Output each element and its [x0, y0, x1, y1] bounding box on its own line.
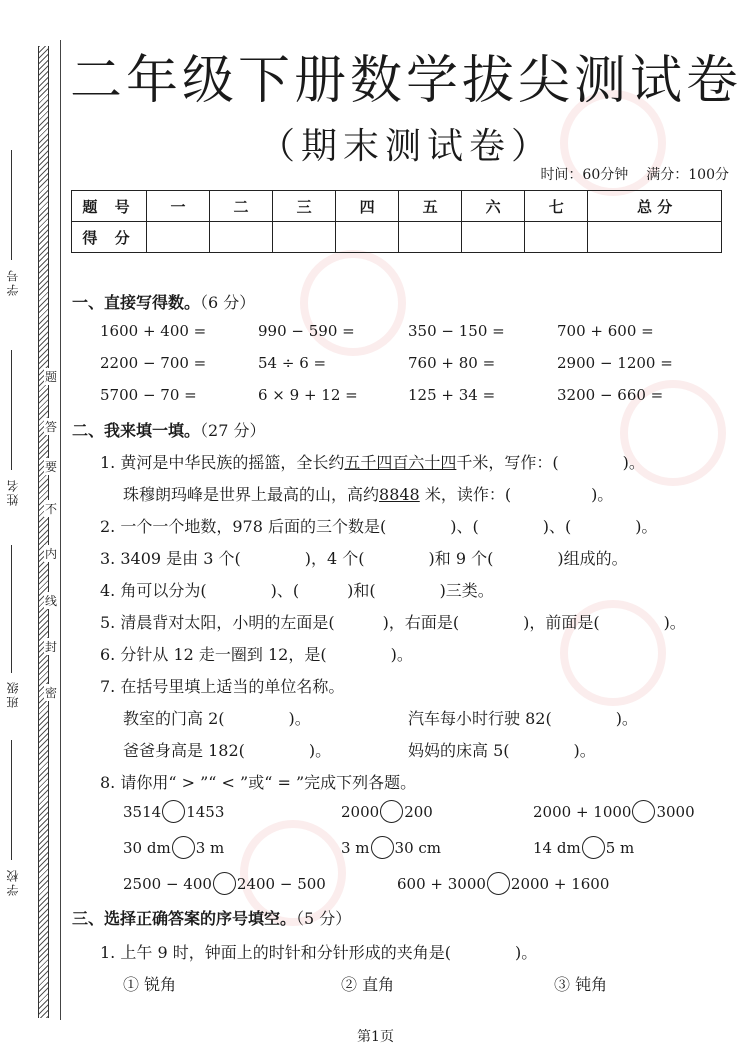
compare-right: 200: [404, 802, 433, 821]
question-2-4: 4. 角可以分为( )、( )和( )三类。: [100, 581, 494, 600]
question-2-3: 3. 3409 是由 3 个( )，4 个( )和 9 个( )组成的。: [100, 549, 628, 568]
table-cell: 总 分: [588, 191, 722, 222]
compare-item: [123, 836, 224, 859]
score-cell[interactable]: [336, 222, 399, 253]
name-label: 姓名: [6, 478, 20, 506]
exam-full-score: 满分：100分: [646, 167, 729, 183]
answer-circle[interactable]: [172, 836, 195, 859]
calc-item: 990 − 590 =: [258, 322, 355, 340]
question-2-1b: [123, 482, 613, 505]
section-points: （27 分）: [200, 421, 266, 440]
calc-item: 5700 − 70 =: [100, 386, 197, 404]
seal-char: 题: [44, 370, 57, 384]
binding-strip: [0, 0, 64, 1063]
seal-char: 线: [44, 594, 57, 608]
compare-left: 30 dm: [123, 838, 171, 857]
score-cell[interactable]: [525, 222, 588, 253]
question-2-2: 2. 一个一个地数，978 后面的三个数是( )、( )、( )。: [100, 517, 658, 536]
question-2-7b: 汽车每小时行驶 82( )。: [408, 709, 638, 728]
option-b[interactable]: ② 直角: [341, 975, 395, 994]
question-2-7d: 妈妈的床高 5( )。: [408, 741, 596, 760]
compare-left: 2000: [341, 802, 380, 821]
table-cell: 一: [147, 191, 210, 222]
score-cell[interactable]: [399, 222, 462, 253]
score-cell[interactable]: [462, 222, 525, 253]
score-cell[interactable]: [147, 222, 210, 253]
table-cell: 得 分: [72, 222, 147, 253]
answer-circle[interactable]: [582, 836, 605, 859]
watermark-logo: [300, 250, 406, 356]
seal-char: 内: [44, 547, 57, 561]
section-title: 二、我来填一填。: [72, 421, 201, 440]
compare-right: 3 m: [195, 838, 225, 857]
section-3-heading: [72, 906, 351, 929]
question-text: 米，读作：( )。: [419, 485, 614, 504]
answer-circle[interactable]: [213, 872, 236, 895]
binding-hatch: [38, 46, 49, 1018]
answer-circle[interactable]: [371, 836, 394, 859]
score-table: [71, 190, 722, 253]
table-cell: 六: [462, 191, 525, 222]
question-3-1: 1. 上午 9 时，钟面上的时针和分针形成的夹角是( )。: [100, 943, 538, 962]
option-a[interactable]: ① 锐角: [123, 975, 177, 994]
score-table-header-row: [72, 191, 722, 222]
answer-circle[interactable]: [162, 800, 185, 823]
answer-circle[interactable]: [380, 800, 403, 823]
table-cell: 题 号: [72, 191, 147, 222]
question-2-5: 5. 清晨背对太阳，小明的左面是( )，右面是( )，前面是( )。: [100, 613, 686, 632]
calc-item: 2900 − 1200 =: [557, 354, 673, 372]
seal-char: 密: [44, 686, 57, 700]
underlined-text: 8848: [379, 485, 420, 504]
compare-right: 3000: [656, 802, 695, 821]
option-c[interactable]: ③ 钝角: [554, 975, 608, 994]
calc-item: 3200 − 660 =: [557, 386, 664, 404]
question-2-7c: 爸爸身高是 182( )。: [123, 741, 332, 760]
calc-item: 760 + 80 =: [408, 354, 496, 372]
compare-item: [533, 836, 634, 859]
binding-line: [60, 40, 61, 1020]
calc-item: 1600 + 400 =: [100, 322, 207, 340]
table-cell: 五: [399, 191, 462, 222]
calc-item: 54 ÷ 6 =: [258, 354, 327, 372]
question-text: 珠穆朗玛峰是世界上最高的山，高约: [123, 485, 380, 504]
compare-right: 5 m: [605, 838, 635, 857]
compare-item: [123, 800, 224, 823]
class-blank[interactable]: [11, 545, 12, 673]
question-2-6: 6. 分针从 12 走一圈到 12，是( )。: [100, 645, 413, 664]
section-title: 一、直接写得数。: [72, 293, 201, 312]
compare-item: [533, 800, 695, 823]
school-blank[interactable]: [11, 740, 12, 860]
seal-char: 封: [44, 640, 57, 654]
question-text: 1. 黄河是中华民族的摇篮，全长约: [100, 453, 345, 472]
compare-left: 600 + 3000: [397, 874, 486, 893]
compare-right: 2000 + 1600: [510, 874, 610, 893]
compare-left: 14 dm: [533, 838, 581, 857]
table-cell: 七: [525, 191, 588, 222]
calc-item: 350 − 150 =: [408, 322, 505, 340]
page-subtitle: （期末测试卷）: [258, 126, 553, 167]
page-number: 第1页: [357, 1029, 394, 1045]
calc-item: 700 + 600 =: [557, 322, 654, 340]
compare-item: [341, 836, 441, 859]
section-points: （5 分）: [296, 909, 352, 928]
calc-item: 125 + 34 =: [408, 386, 496, 404]
question-2-8: 8. 请你用“ > ”“ < ”或“ = ”完成下列各题。: [100, 773, 417, 792]
section-2-heading: [72, 418, 265, 441]
exam-time: 时间：60分钟: [540, 167, 629, 183]
question-2-7a: 教室的门高 2( )。: [123, 709, 311, 728]
compare-left: 2500 − 400: [123, 874, 212, 893]
table-cell: 二: [210, 191, 273, 222]
question-text: 千米，写作：( )。: [456, 453, 645, 472]
compare-item: [123, 872, 326, 895]
seal-char: 不: [44, 502, 57, 516]
school-label: 学校: [6, 868, 20, 896]
score-cell[interactable]: [210, 222, 273, 253]
student-id-blank[interactable]: [11, 150, 12, 260]
underlined-text: 五千四百六十四: [344, 453, 457, 472]
compare-right: 30 cm: [394, 838, 442, 857]
section-title: 三、选择正确答案的序号填空。: [72, 909, 297, 928]
page-title: 二年级下册数学拔尖测试卷: [69, 51, 742, 111]
class-label: 班级: [6, 680, 20, 708]
compare-left: 3514: [123, 802, 162, 821]
compare-right: 2400 − 500: [236, 874, 326, 893]
seal-char: 答: [44, 420, 57, 434]
answer-circle[interactable]: [632, 800, 655, 823]
name-blank[interactable]: [11, 350, 12, 470]
calc-item: 2200 − 700 =: [100, 354, 207, 372]
score-cell[interactable]: [588, 222, 722, 253]
compare-right: 1453: [186, 802, 225, 821]
exam-meta: [522, 164, 729, 184]
table-cell: 三: [273, 191, 336, 222]
compare-item: [341, 800, 433, 823]
compare-left: 2000 + 1000: [533, 802, 632, 821]
score-table-score-row: [72, 222, 722, 253]
table-cell: 四: [336, 191, 399, 222]
question-2-1a: [100, 450, 645, 473]
compare-item: [397, 872, 609, 895]
answer-circle[interactable]: [487, 872, 510, 895]
student-id-label: 学号: [6, 268, 20, 296]
section-points: （6 分）: [200, 293, 256, 312]
compare-left: 3 m: [341, 838, 370, 857]
score-cell[interactable]: [273, 222, 336, 253]
question-2-7: 7. 在括号里填上适当的单位名称。: [100, 677, 345, 696]
seal-char: 要: [44, 460, 57, 474]
section-1-heading: [72, 290, 255, 313]
calc-item: 6 × 9 + 12 =: [258, 386, 358, 404]
